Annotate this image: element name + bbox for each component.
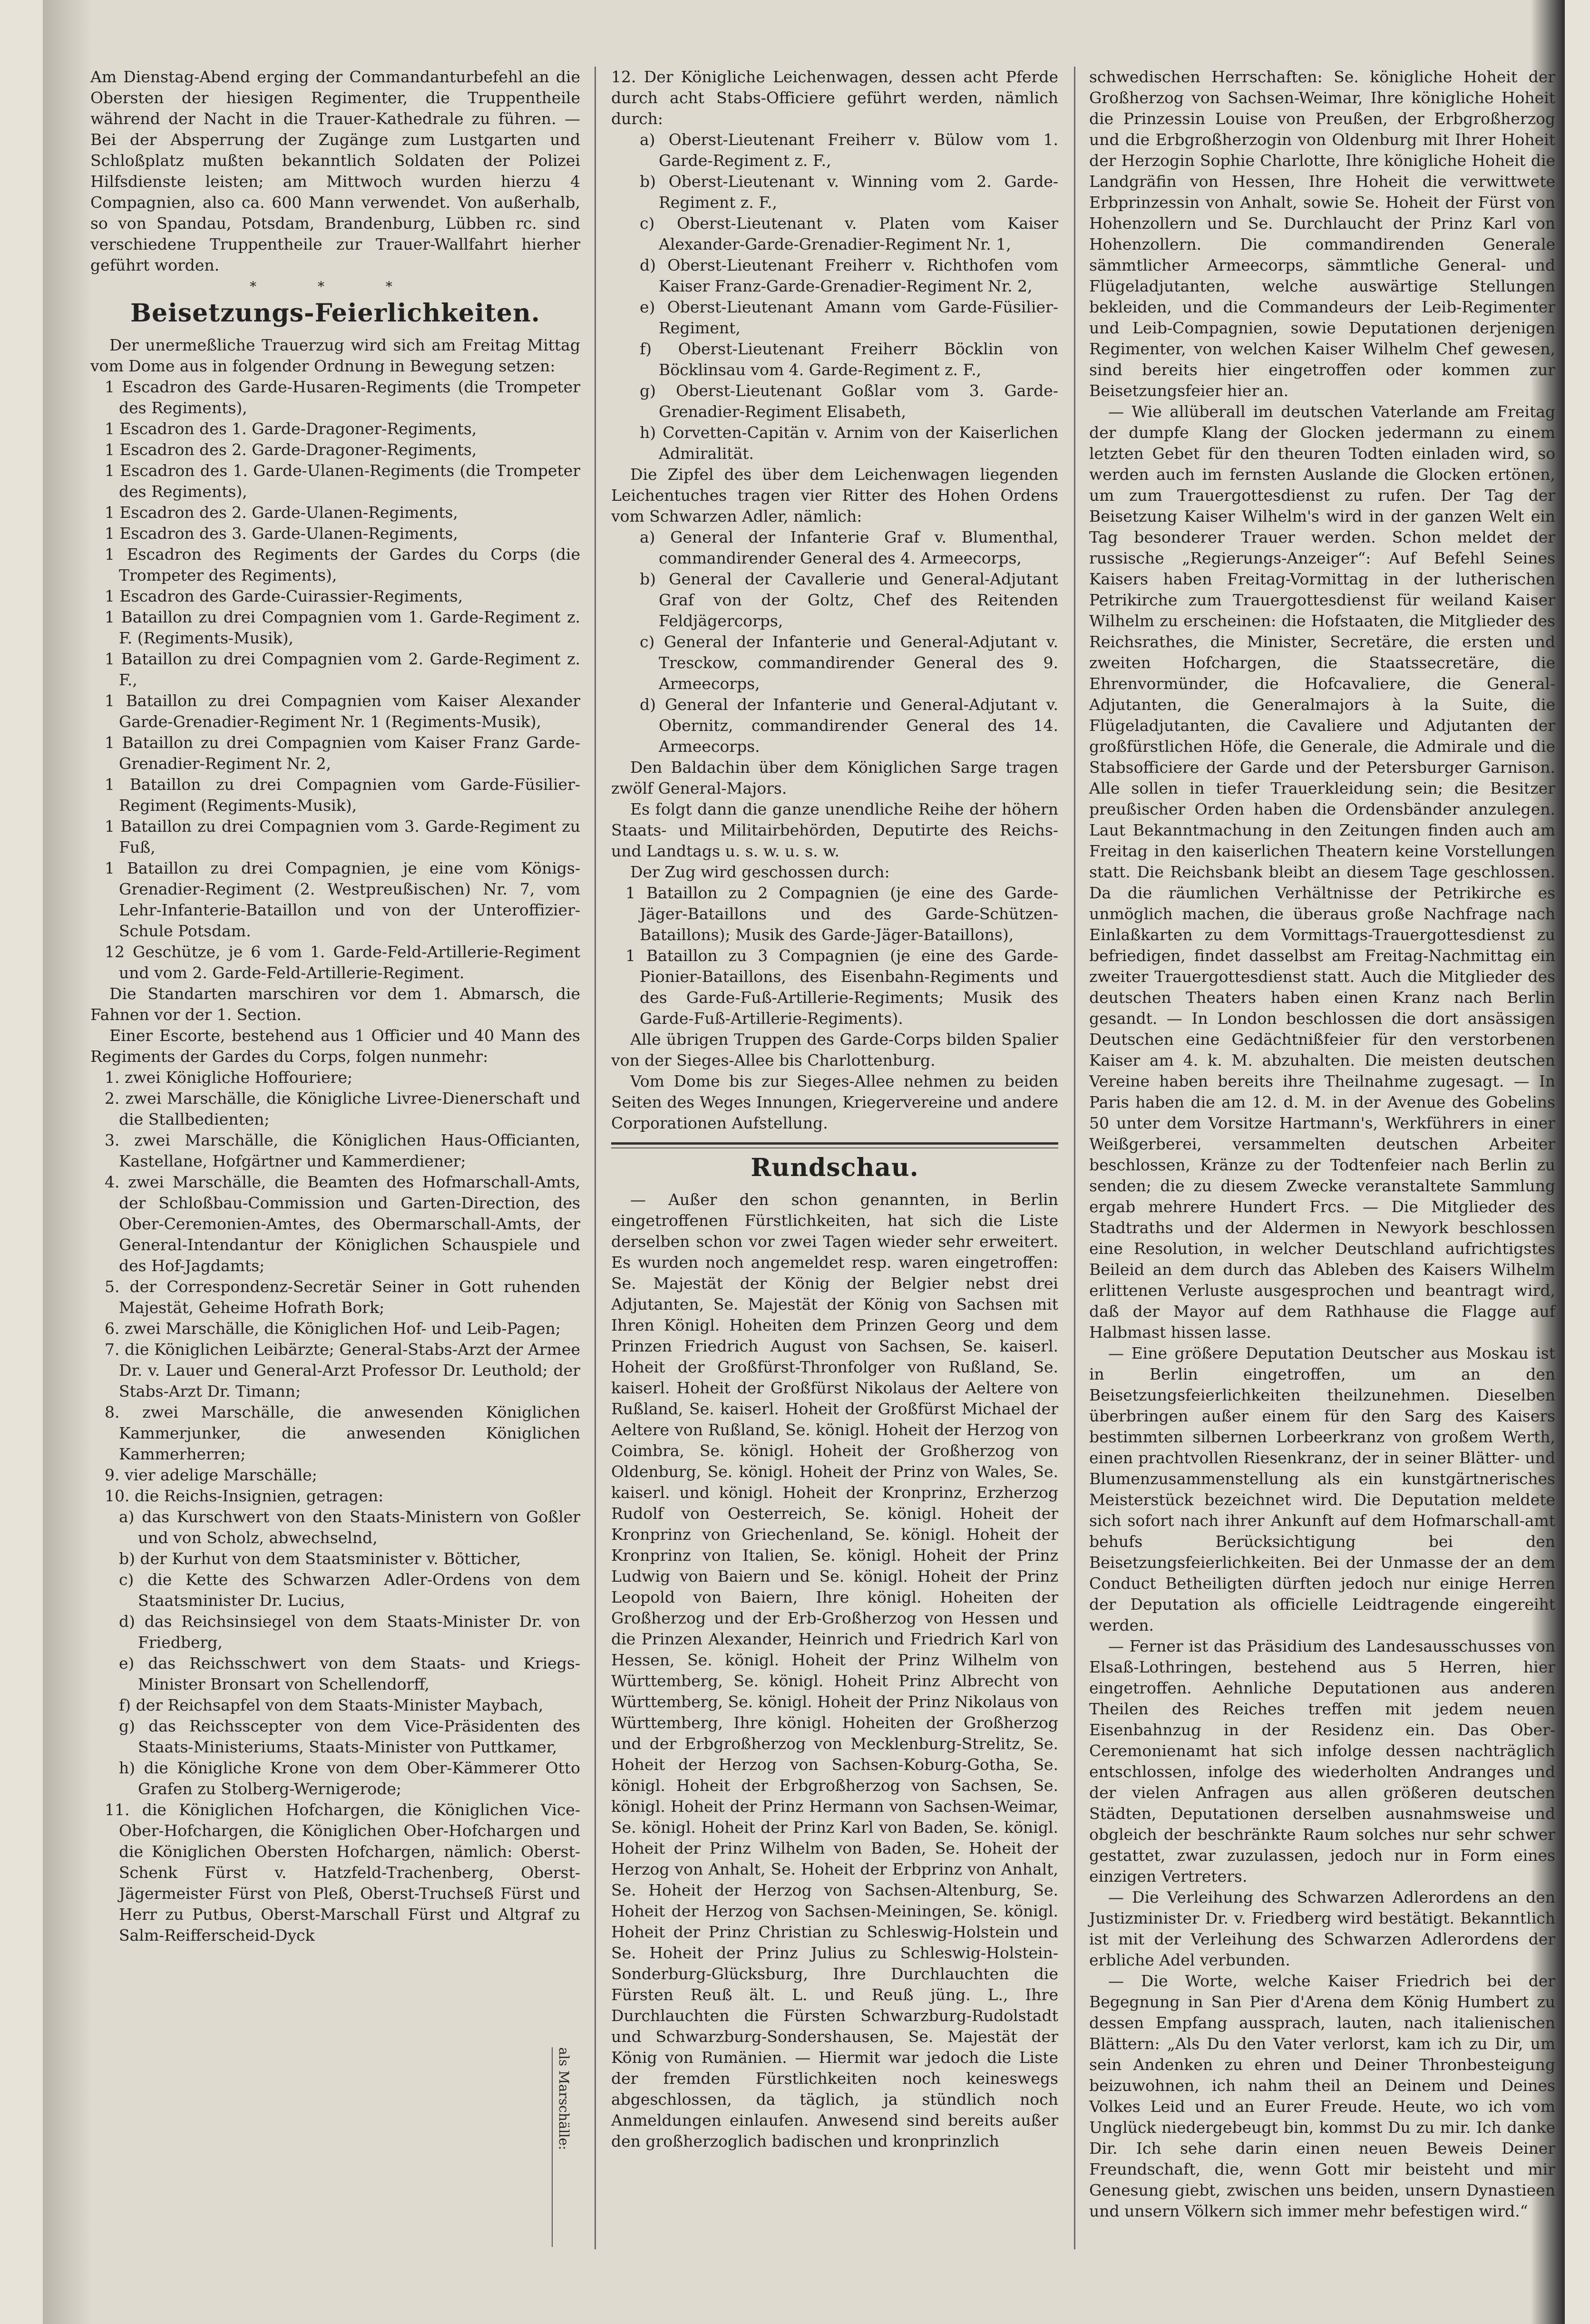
list-item: 1 Escadron des 3. Garde-Ulanen-Regiments, [105,524,458,543]
section-separator: * * * [250,279,421,294]
list-item: 1 Bataillon zu drei Compagnien vom 1. Garde-Regiment z. F. (Regiments-Musik), [105,608,580,647]
knights-list [611,527,1058,757]
section-heading: Beisetzungs-Feierlichkeiten. [130,299,540,328]
list-item: a) das Kurschwert von den Staats-Ministern von Goßler und von Scholz, abwechselnd, [119,1507,580,1547]
list-item: 1 Bataillon zu 2 Compagnien (je eine des Garde-Jäger-Bataillons und des Garde-Schützen-Bataillons); Musik des Garde-Jäger-Bataillons), [625,884,1058,944]
list-item: h) die Königliche Krone von dem Ober-Kämmerer Otto Grafen zu Stolberg-Wernigerode; [119,1759,580,1798]
list-item: c) General der Infanterie und General-Adjutant v. Tresckow, commandirender General des 9. Armeecorps, [640,632,1058,693]
list-item: 1 Escadron des Garde-Husaren-Regiments (die Trompeter des Regiments), [105,378,580,417]
paragraph: Vom Dome bis zur Sieges-Allee nehmen zu beiden Seiten des Weges Innungen, Kriegervereine und andere Corporationen Aufstellung. [611,1072,1058,1132]
list-item: 11. die Königlichen Hofchargen, die Königlichen Vice-Ober-Hofchargen, die Königlichen Ober-Hofchargen und die Königlichen Obersten Hofchargen, nämlich: Oberst-Schenk Fürst v. Hatzfeld-Trachenberg, Oberst-Jägermeister Fürst von Pleß, Oberst-Truchseß Fürst und Herr zu Putbus, Oberst-Marschall Fürst und Altgraf zu Salm-Reifferscheid-Dyck [105,1800,580,1945]
list-item: 1 Bataillon zu drei Compagnien vom Kaiser Alexander Garde-Grenadier-Regiment Nr. 1 (Regiments-Musik), [105,691,580,731]
side-note-text: als Marschälle: [556,2047,572,2150]
list-item: 2. zwei Marschälle, die Königliche Livree-Dienerschaft und die Stallbedienten; [105,1089,580,1128]
list-item: 1. zwei Königliche Hoffouriere; [105,1068,353,1087]
list-item: 1 Escadron des 1. Garde-Ulanen-Regiments (die Trompeter des Regiments), [105,461,580,501]
paragraph: Der Zug wird geschossen durch: [630,863,890,881]
list-item: a) General der Infanterie Graf v. Blumenthal, commandirender General des 4. Armeecorps, [640,528,1058,567]
list-item: 6. zwei Marschälle, die Königlichen Hof- und Leib-Pagen; [105,1319,561,1338]
binding-shadow [43,0,90,2324]
list-item: e) das Reichsschwert von dem Staats- und Kriegs-Minister Bronsart von Schellendorff, [119,1654,580,1693]
list-item: d) das Reichsinsiegel von dem Staats-Minister Dr. von Friedberg, [119,1612,580,1652]
procession-list [90,1067,580,1507]
paragraph: Die Zipfel des über dem Leichenwagen liegenden Leichentuches tragen vier Ritter des Hohen Ordens vom Schwarzen Adler, nämlich: [611,465,1058,525]
insignia-list [90,1507,580,1799]
list-item: 1 Bataillon zu drei Compagnien, je eine vom Königs-Grenadier-Regiment (2. Westpreußischen) Nr. 7, vom Lehr-Infanterie-Bataillon und von der Unteroffizier-Schule Potsdam. [105,859,580,940]
list-item: c) Oberst-Lieutenant v. Platen vom Kaiser Alexander-Garde-Grenadier-Regiment Nr. 1, [640,214,1058,253]
list-item: f) der Reichsapfel von dem Staats-Minister Maybach, [119,1696,544,1714]
paragraph: — Wie allüberall im deutschen Vaterlande am Freitag der dumpfe Klang der Glocken jedermann zu einem letzten Gebet für den theuren Todten einladen wird, so werden auch im fernsten Auslande die Glocken ertönen, um zum Trauergottesdienst zu rufen. Der Tag der Beisetzung Kaiser Wilhelm's wird in der ganzen Welt ein Tag besonderer Trauer werden. Schon meldet der russische „Regierungs-Anzeiger“: Auf Befehl Seines Kaisers haben Freitag-Vormittag in der lutherischen Petrikirche zum Trauergottesdienst für weiland Kaiser Wilhelm zu erscheinen: die Hofstaaten, die Mitglieder des Reichsrathes, die Minister, Secretäre, die ersten und zweiten Hofchargen, die Staatssecretäre, die Ehrenvormünder, die Hofcavaliere, die General-Adjutanten, die Generalmajors à la Suite, die Flügeladjutanten, die Cavaliere und Adjutanten der großfürstlichen Höfe, die Generale, die Admirale und die Stabsofficiere der Garde und der Petersburger Garnison. Alle sollen in tiefer Trauerkleidung sein; die Besitzer preußischer Orden haben die Ordensbänder anzulegen. Laut Bekanntmachung in den Zeitungen finden auch am Freitag in den kaiserlichen Theatern keine Vorstellungen statt. Die Reichsbank bleibt an diesem Tage geschlossen. Da die räumlichen Verhältnisse der Petrikirche es unmöglich machen, die überaus große Nachfrage nach Einlaßkarten zu dem Vormittags-Trauergottesdienst zu befriedigen, findet dasselbst am Freitag-Nachmittag ein zweiter Trauergottesdienst statt. Auch die Mitglieder des deutschen Theaters haben einen Kranz nach Berlin gesandt. — In London beschlossen die dort ansässigen Deutschen eine Gedächtnißfeier für den verstorbenen Kaiser am 4. k. M. abzuhalten. Die meisten deutschen Vereine haben bereits ihre Theilnahme zugesagt. — In Paris haben die am 12. d. M. in der Avenue des Gobelins 50 unter dem Vorsitze Hartmann's, Werkführers in einer Weißgerberei, versammelten deutschen Arbeiter beschlossen, Kränze zu der Todtenfeier nach Berlin zu senden; die zu diesem Zwecke veranstaltete Sammlung ergab mehrere Hundert Frcs. — Die Mitglieder des Stadtraths und der Aldermen in Newyork beschlossen eine Resolution, in welcher Deutschland aufrichtigstes Beileid an dem durch das Ableben des Kaisers Wilhelm erlittenen Verluste ausgesprochen und beantragt wird, daß der Mayor auf dem Rathhause die Flagge auf Halbmast hissen lasse. [1089,402,1555,1342]
list-item: 1 Escadron des 2. Garde-Dragoner-Regiments, [105,440,477,459]
side-note [552,2047,574,2247]
paragraph: — Die Verleihung des Schwarzen Adlerordens an den Justizminister Dr. v. Friedberg wird bestätigt. Bekanntlich ist mit der Verleihung des Schwarzen Adlerordens der erbliche Adel verbunden. [1089,1888,1555,1969]
list-item: 1 Escadron des Garde-Cuirassier-Regiments, [105,587,463,605]
list-item: 1 Bataillon zu drei Compagnien vom 2. Garde-Regiment z. F., [105,650,580,689]
list-item: b) General der Cavallerie und General-Adjutant Graf von der Goltz, Chef des Reitenden Feldjägercorps, [640,570,1058,630]
column-rule [595,67,596,2249]
list-item: h) Corvetten-Capitän v. Arnim von der Kaiserlichen Admiralität. [640,423,1058,463]
paragraph: schwedischen Herrschaften: Se. königliche Hoheit der Großherzog von Sachsen-Weimar, Ihre königliche Hoheit die Prinzessin Louise von Preußen, der Erbgroßherzog und die Erbgroßherzogin von Oldenburg mit Ihrer Hoheit der Herzogin Sophie Charlotte, Ihre königliche Hoheit die Landgräfin von Hessen, Ihre Hoheit die verwittwete Erbprinzessin von Anhalt, sowie Se. Hoheit der Fürst von Hohenzollern und Se. Durchlaucht der Prinz Karl von Hohenzollern. Die commandirenden Generale sämmtlicher Armeecorps, sämmtliche General- und Flügeladjutanten, welche auswärtige Stellungen bekleiden, und die Commandeurs der Leib-Regimenter und Leib-Compagnien, sowie Deputationen derjenigen Regimenter, von welchen Kaiser Wilhelm Chef gewesen, sind bereits hier eingetroffen oder kommen zur Beisetzungsfeier hier an. [1089,68,1555,400]
section-divider [611,1142,1058,1145]
paragraph: Einer Escorte, bestehend aus 1 Officier und 40 Mann des Regiments der Gardes du Corps, folgen nunmehr: [90,1026,580,1066]
paragraph: Der unermeßliche Trauerzug wird sich am Freitag Mittag vom Dome aus in folgender Ordnung in Bewegung setzen: [90,336,580,375]
list-item: 7. die Königlichen Leibärzte; General-Stabs-Arzt der Armee Dr. v. Lauer und General-Arzt Professor Dr. Leuthold; der Stabs-Arzt Dr. Timann; [105,1340,580,1400]
list-item: 1 Escadron des Regiments der Gardes du Corps (die Trompeter des Regiments), [105,545,580,584]
list-item: 1 Escadron des 2. Garde-Ulanen-Regiments, [105,503,458,522]
paragraph: Alle übrigen Truppen des Garde-Corps bilden Spalier von der Sieges-Allee bis Charlottenburg. [611,1030,1058,1070]
list-item: e) Oberst-Lieutenant Amann vom Garde-Füsilier-Regiment, [640,298,1058,337]
column-1 [90,67,580,1946]
closing-troops-list [611,883,1058,1029]
list-item: 4. zwei Marschälle, die Beamten des Hofmarschall-Amts, der Schloßbau-Commission und Garten-Direction, des Ober-Ceremonien-Amtes, des Obermarschall-Amts, der General-Intendantur der Königlichen Schauspiele und des Hof-Jagdamts; [105,1173,580,1275]
paragraph: — Die Worte, welche Kaiser Friedrich bei der Begegnung in San Pier d'Arena dem König Humbert zu dessen Empfang aussprach, lauten, nach italienischen Blättern: „Als Du den Vater verlorst, kam ich zu Dir, um sein Andenken zu ehren und Deiner Thronbesteigung beizuwohnen, ich nahm theil an Deinem und Deines Volkes Leid und an Eurer Freude. Heute, wo ich vom Unglück niedergebeugt bin, kommst Du zu mir. Ich danke Dir. Ich sehe darin einen neuen Beweis Deiner Freundschaft, die, wenn Gott mir beisteht und mir Genesung giebt, zwischen uns beiden, unsern Dynastieen und unsern Völkern sich immer mehr befestigen wird.“ [1089,1972,1555,2220]
list-item: a) Oberst-Lieutenant Freiherr v. Bülow vom 1. Garde-Regiment z. F., [640,130,1058,170]
paragraph: Es folgt dann die ganze unendliche Reihe der höhern Staats- und Militairbehörden, Deputirte des Reichs- und Landtags u. s. w. u. s. w. [611,800,1058,860]
section-heading: Rundschau. [751,1153,919,1182]
paragraph: Den Baldachin über dem Königlichen Sarge tragen zwölf General-Majors. [611,758,1058,797]
intro-paragraph: Am Dienstag-Abend erging der Commandanturbefehl an die Obersten der hiesigen Regimenter, die Truppentheile während der Nacht in die Trauer-Kathedrale zu führen. — Bei der Absperrung der Zugänge zum Lustgarten und Schloßplatz mußten bekanntlich Soldaten der Polizei Hilfsdienste leisten; am Mittwoch wurden hierzu 4 Compagnien, also ca. 600 Mann verwendet. Von außerhalb, so von Spandau, Potsdam, Brandenburg, Lübben rc. sind verschiedene Truppentheile zur Trauer-Wallfahrt hierher geführt worden. [90,68,580,274]
list-item: 9. vier adelige Marschälle; [105,1466,317,1484]
section-divider [611,1147,1058,1148]
list-item: b) der Kurhut von dem Staatsminister v. Bötticher, [119,1549,521,1568]
list-item: 12 Geschütze, je 6 vom 1. Garde-Feld-Artillerie-Regiment und vom 2. Garde-Feld-Artillerie-Regiment. [105,943,580,982]
list-item: 3. zwei Marschälle, die Königlichen Haus-Officianten, Kastellane, Hofgärtner und Kammerdiener; [105,1131,580,1170]
list-item: b) Oberst-Lieutenant v. Winning vom 2. Garde-Regiment z. F., [640,172,1058,212]
list-item: 1 Escadron des 1. Garde-Dragoner-Regiments, [105,419,477,438]
list-item: c) die Kette des Schwarzen Adler-Ordens von dem Staatsminister Dr. Lucius, [119,1570,580,1610]
paragraph: — Ferner ist das Präsidium des Landesausschusses von Elsaß-Lothringen, bestehend aus 5 Herren, hier eingetroffen. Aehnliche Deputationen aus anderen Theilen des Reiches treffen mit jedem neuen Eisenbahnzug in der Residenz ein. Das Ober-Ceremonienamt hat sich infolge dessen nachträglich entschlossen, infolge des wiederholten Andranges und der vielen Anfragen aus allen größeren deutschen Städten, Deputationen derselben ausnahmsweise und obgleich der beschränkte Raum solches nur sehr schwer gestattet, zwar zuzulassen, jedoch nur in Form eines einzigen Vertreters. [1089,1637,1555,1886]
paragraph: — Eine größere Deputation Deutscher aus Moskau ist in Berlin eingetroffen, um an den Beisetzungsfeierlichkeiten theilzunehmen. Dieselben überbringen außer einem für den Sarg des Kaisers bestimmten silbernen Lorbeerkranz von großem Werth, einen prachtvollen Riesenkranz, der in seiner Blätter- und Blumenzusammenstellung als ein kunstgärtnerisches Meisterstück bezeichnet wird. Die Deputation meldete sich sofort nach ihrer Ankunft auf dem Hofmarschall-amt behufs Berücksichtigung bei den Beisetzungsfeierlichkeiten. Bei der Unmasse der an dem Conduct Betheiligten dürften jedoch nur einige Herren der Deputation als officielle Leidtragende eingereiht werden. [1089,1344,1555,1634]
list-item: d) Oberst-Lieutenant Freiherr v. Richthofen vom Kaiser Franz-Garde-Grenadier-Regiment Nr. 2, [640,256,1058,295]
list-item: 10. die Reichs-Insignien, getragen: [105,1487,384,1505]
list-item: 1 Bataillon zu 3 Compagnien (je eine des Garde-Pionier-Bataillons, des Eisenbahn-Regiments und des Garde-Fuß-Artillerie-Regiments; Musik des Garde-Fuß-Artillerie-Regiments). [625,946,1058,1028]
list-item: 1 Bataillon zu drei Compagnien vom 3. Garde-Regiment zu Fuß, [105,817,580,856]
list-item: f) Oberst-Lieutenant Freiherr Böcklin von Böcklinsau vom 4. Garde-Regiment z. F., [640,340,1058,379]
column-3 [1089,67,1555,2222]
list-item: d) General der Infanterie und General-Adjutant v. Obernitz, commandirender General des 14. Armeecorps. [640,695,1058,756]
column-rule [1074,67,1075,2249]
hofchargen-list [90,1799,580,1946]
paragraph: 12. Der Königliche Leichenwagen, dessen acht Pferde durch acht Stabs-Officiere geführt werden, nämlich durch: [611,68,1058,128]
officer-list [611,129,1058,464]
list-item: 8. zwei Marschälle, die anwesenden Königlichen Kammerjunker, die anwesenden Königlichen Kammerherren; [105,1403,580,1463]
troop-list [90,377,580,983]
list-item: g) Oberst-Lieutenant Goßlar vom 3. Garde-Grenadier-Regiment Elisabeth, [640,381,1058,421]
list-item: 5. der Correspondenz-Secretär Seiner in Gott ruhenden Majestät, Geheime Hofrath Bork; [105,1277,580,1317]
paragraph: — Außer den schon genannten, in Berlin eingetroffenen Fürstlichkeiten, hat sich die Liste derselben schon vor zwei Tagen wieder sehr erweitert. Es wurden noch angemeldet resp. waren eingetroffen: Se. Majestät der König der Belgier nebst drei Adjutanten, Se. Majestät der König von Sachsen mit Ihren Königl. Hoheiten dem Prinzen Georg und dem Prinzen Friedrich August von Sachsen, Se. kaiserl. Hoheit der Großfürst-Thronfolger von Rußland, Se. kaiserl. Hoheit der Großfürst Nikolaus der Aeltere von Rußland, Se. kaiserl. Hoheit der Großfürst Michael der Aeltere von Rußland, Se. königl. Hoheit der Herzog von Coimbra, Se. königl. Hoheit der Großherzog von Oldenburg, Se. königl. Hoheit der Prinz von Wales, Se. kaiserl. und königl. Hoheit der Kronprinz, Erzherzog Rudolf von Oesterreich, Se. königl. Hoheit der Kronprinz von Griechenland, Se. königl. Hoheit der Kronprinz von Italien, Se. königl. Hoheit der Prinz Ludwig von Baiern und Se. königl. Hoheit der Prinz Leopold von Baiern, Ihre königl. Hoheiten der Großherzog und der Erb-Großherzog von Hessen und die Prinzen Alexander, Heinrich und Friedrich Karl von Hessen, Se. königl. Hoheit der Prinz Wilhelm von Württemberg, Se. königl. Hoheit Prinz Albrecht von Württemberg, Se. königl. Hoheit der Prinz Nikolaus von Württemberg, Ihre königl. Hoheiten der Großherzog und der Erbgroßherzog von Mecklenburg-Strelitz, Se. Hoheit der Herzog von Sachsen-Koburg-Gotha, Se. königl. Hoheit der Erbgroßherzog von Sachsen, Se. königl. Hoheit der Prinz Hermann von Sachsen-Weimar, Se. königl. Hoheit der Prinz Karl von Baden, Se. königl. Hoheit der Prinz Wilhelm von Baden, Se. Hoheit der Herzog von Anhalt, Se. Hoheit der Erbprinz von Anhalt, Se. Hoheit der Herzog von Sachsen-Altenburg, Se. Hoheit der Herzog von Sachsen-Meiningen, Se. königl. Hoheit der Prinz Christian zu Schleswig-Holstein und Se. Hoheit der Prinz Julius zu Schleswig-Holstein-Sonderburg-Glücksburg, Ihre Durchlauchten die Fürsten Reuß ält. L. und Reuß jüng. L., Ihre Durchlauchten die Fürsten Schwarzburg-Rudolstadt und Schwarzburg-Sondershausen, Se. Majestät der König von Rumänien. — Hiermit war jedoch die Liste der fremden Fürstlichkeiten noch keineswegs abgeschlossen, da täglich, ja stündlich noch Anmeldungen einlaufen. Anwesend sind bereits außer den großherzoglich badischen und kronprinzlich [611,1190,1058,2150]
list-item: g) das Reichsscepter von dem Vice-Präsidenten des Staats-Ministeriums, Staats-Minister von Puttkamer, [119,1717,580,1756]
paragraph: Die Standarten marschiren vor dem 1. Abmarsch, die Fahnen vor der 1. Section. [90,984,580,1024]
column-2 [611,67,1058,2152]
list-item: 1 Bataillon zu drei Compagnien vom Garde-Füsilier-Regiment (Regiments-Musik), [105,775,580,815]
list-item: 1 Bataillon zu drei Compagnien vom Kaiser Franz Garde-Grenadier-Regiment Nr. 2, [105,733,580,773]
